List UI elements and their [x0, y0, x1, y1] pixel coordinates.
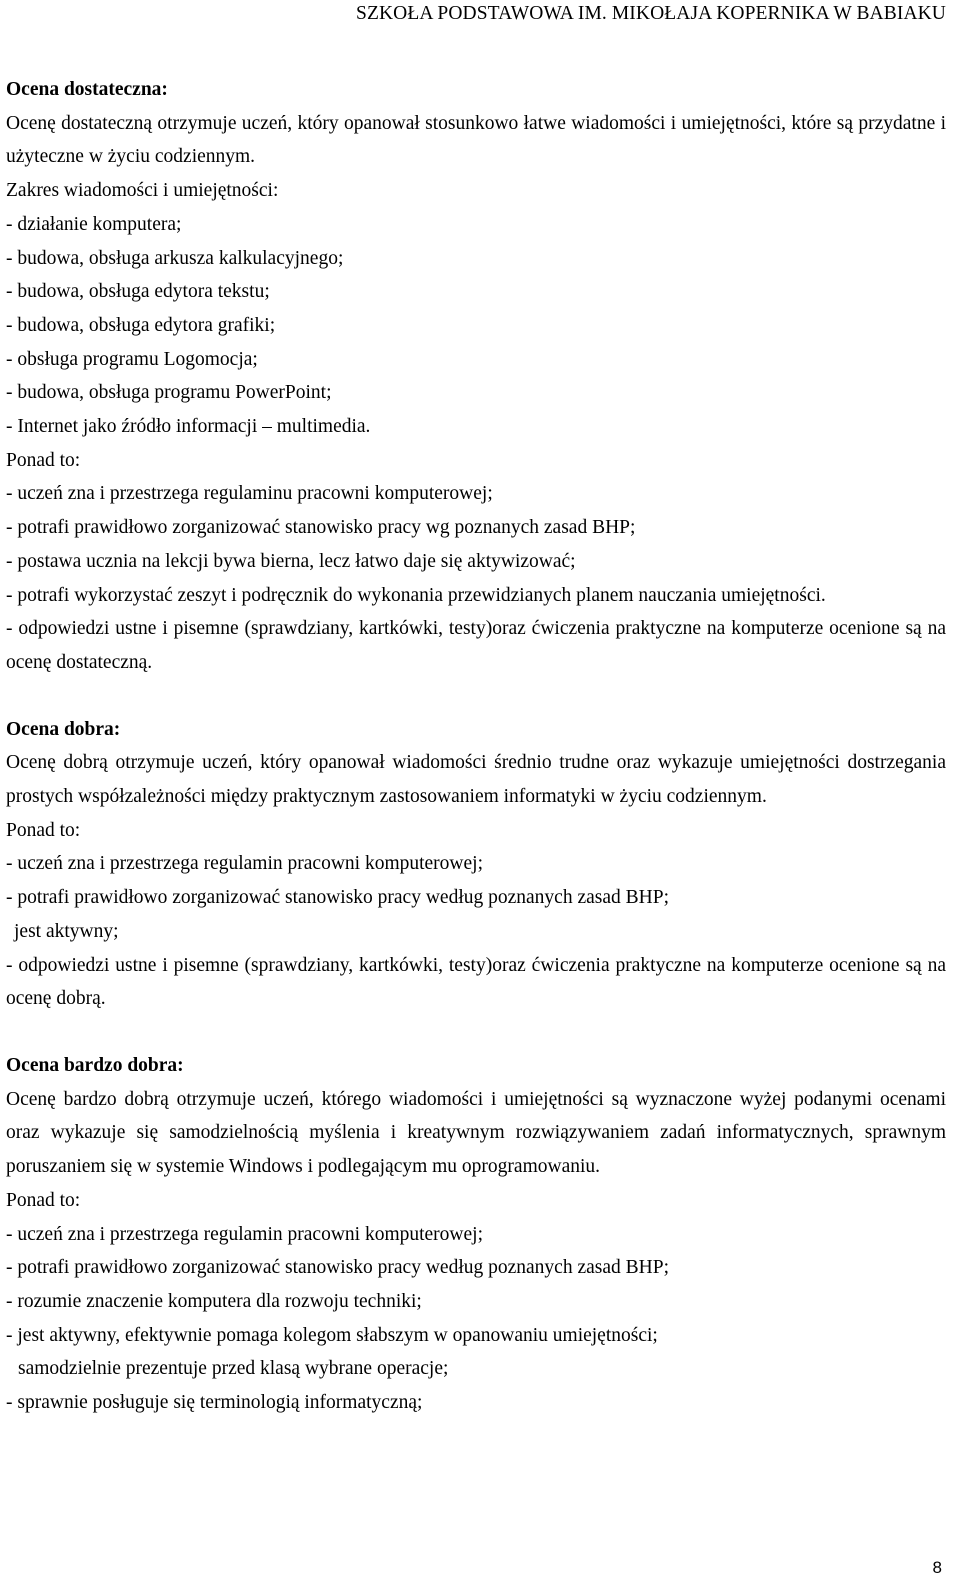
section-ocena-dobra [6, 713, 946, 1016]
document-body [6, 73, 946, 1420]
list-item: - potrafi prawidłowo zorganizować stanowisko pracy według poznanych zasad BHP; [6, 887, 669, 909]
section-intro: Ocenę dobrą otrzymuje uczeń, który opanował wiadomości średnio trudne oraz wykazuje umiejętności dostrzegania prostych współzależności między praktycznym zastosowaniem informatyki w życiu codziennym. [6, 752, 946, 808]
besides-label: Ponad to: [6, 819, 81, 841]
scope-label: Zakres wiadomości i umiejętności: [6, 180, 279, 202]
list-item: - jest aktywny, efektywnie pomaga kolegom słabszym w opanowaniu umiejętności; [6, 1324, 658, 1346]
section-intro: Ocenę dostateczną otrzymuje uczeń, który opanował stosunkowo łatwe wiadomości i umiejętności, które są przydatne i użyteczne w życiu codziennym. [6, 112, 946, 168]
document-header: SZKOŁA PODSTAWOWA IM. MIKOŁAJA KOPERNIKA W BABIAKU [356, 3, 946, 24]
list-item: - uczeń zna i przestrzega regulaminu pracowni komputerowej; [6, 483, 493, 505]
section-ocena-dostateczna [6, 73, 946, 680]
list-item: - potrafi prawidłowo zorganizować stanowisko pracy według poznanych zasad BHP; [6, 1257, 669, 1279]
section-intro: Ocenę bardzo dobrą otrzymuje uczeń, którego wiadomości i umiejętności są wyznaczone wyżej podanymi ocenami oraz wykazuje się samodzielnością myślenia i kreatywnym rozwiązywaniem zadań informatycznych, sprawnym poruszaniem się w systemie Windows i podlegającym mu oprogramowaniu. [6, 1088, 946, 1178]
list-item: - działanie komputera; [6, 213, 182, 235]
list-item: - budowa, obsługa edytora grafiki; [6, 314, 276, 336]
list-item: - postawa ucznia na lekcji bywa bierna, lecz łatwo daje się aktywizować; [6, 550, 576, 572]
besides-label: Ponad to: [6, 1189, 81, 1211]
section-title: Ocena bardzo dobra: [6, 1054, 184, 1076]
list-item: - uczeń zna i przestrzega regulamin pracowni komputerowej; [6, 853, 483, 875]
list-item: jest aktywny; [14, 920, 119, 942]
list-item: - potrafi wykorzystać zeszyt i podręcznik do wykonania przewidzianych planem nauczania umiejętności. [6, 584, 826, 606]
list-item: - potrafi prawidłowo zorganizować stanowisko pracy wg poznanych zasad BHP; [6, 517, 636, 539]
list-item: - rozumie znaczenie komputera dla rozwoju techniki; [6, 1290, 422, 1312]
section-ocena-bardzo-dobra [6, 1049, 946, 1420]
list-item: - sprawnie posługuje się terminologią informatyczną; [6, 1392, 423, 1414]
list-item: - odpowiedzi ustne i pisemne (sprawdziany, kartkówki, testy)oraz ćwiczenia praktyczne na komputerze ocenione są na ocenę dobrą. [6, 954, 946, 1010]
list-item: - obsługa programu Logomocja; [6, 348, 258, 370]
section-title: Ocena dobra: [6, 718, 121, 740]
list-item: - Internet jako źródło informacji – multimedia. [6, 416, 371, 438]
list-item: - budowa, obsługa arkusza kalkulacyjnego; [6, 247, 344, 269]
list-item: - odpowiedzi ustne i pisemne (sprawdziany, kartkówki, testy)oraz ćwiczenia praktyczne na komputerze ocenione są na ocenę dostateczną. [6, 618, 946, 673]
besides-label: Ponad to: [6, 449, 81, 471]
list-item: - budowa, obsługa programu PowerPoint; [6, 382, 332, 404]
list-item: - budowa, obsługa edytora tekstu; [6, 281, 270, 303]
section-title: Ocena dostateczna: [6, 79, 168, 100]
page-number: 8 [932, 1558, 942, 1577]
list-item: samodzielnie prezentuje przed klasą wybrane operacje; [18, 1358, 449, 1380]
list-item: - uczeń zna i przestrzega regulamin pracowni komputerowej; [6, 1223, 483, 1245]
